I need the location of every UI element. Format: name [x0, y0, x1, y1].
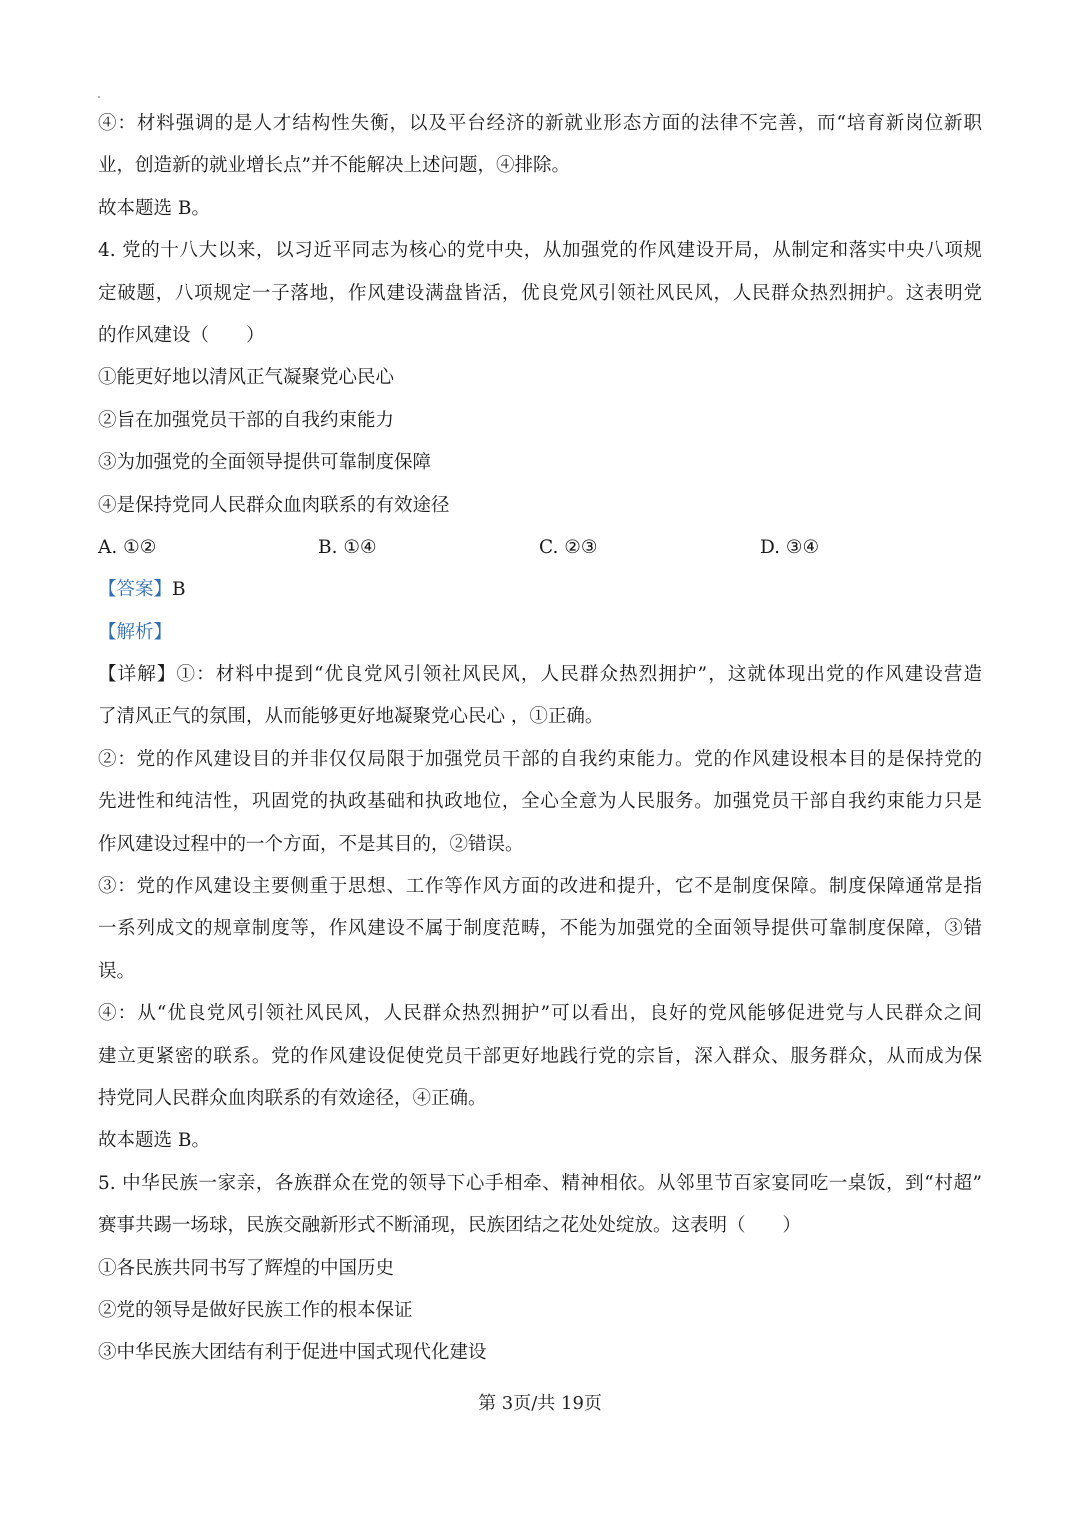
answer-line	[98, 569, 982, 611]
answer-tag: 【答案】	[98, 579, 173, 601]
answer-options	[98, 527, 982, 569]
statement-item: ①各民族共同书写了辉煌的中国历史	[98, 1257, 395, 1279]
paragraph-line: 故本题选 B。	[98, 197, 210, 219]
statement-item: ③中华民族大团结有利于促进中国式现代化建设	[98, 1342, 487, 1364]
question-4-line: 定破题，八项规定一子落地，作风建设满盘皆活，优良党风引领社风民风，人民群众热烈拥护。这表明党	[98, 282, 982, 304]
detail-line: 作风建设过程中的一个方面，不是其目的，②错误。	[98, 833, 524, 855]
question-5-line: 5. 中华民族一家亲，各族群众在党的领导下心手相牵、精神相依。从邻里节百家宴同吃一桌饭，到“村超”	[98, 1172, 982, 1194]
detail-line: 了清风正气的氛围，从而能够更好地凝聚党心民心 ，①正确。	[98, 706, 604, 728]
option-d: D. ③④	[760, 536, 820, 558]
detail-line: 先进性和纯洁性，巩固党的执政基础和执政地位，全心全意为人民服务。加强党员干部自我约束能力只是	[98, 791, 982, 813]
statement-item: ③为加强党的全面领导提供可靠制度保障	[98, 452, 432, 474]
detail-line: ③：党的作风建设主要侧重于思想、工作等作风方面的改进和提升，它不是制度保障。制度保障通常是指	[98, 876, 982, 898]
option-b: B. ①④	[318, 536, 377, 558]
statement-item: ②旨在加强党员干部的自我约束能力	[98, 409, 395, 431]
paragraph-line: 业，创造新的就业增长点”并不能解决上述问题，④排除。	[98, 155, 570, 177]
analysis-tag: 【解析】	[98, 621, 173, 643]
paragraph-line: ④：材料强调的是人才结构性失衡，以及平台经济的新就业形态方面的法律不完善，而“培育新岗位新职	[98, 113, 982, 134]
question-4-line: 的作风建设（ ）	[98, 324, 265, 346]
detail-line: ④：从“优良党风引领社风民风，人民群众热烈拥护”可以看出，良好的党风能够促进党与人民群众之间	[98, 1003, 982, 1025]
statement-item: ①能更好地以清风正气凝聚党心民心	[98, 367, 395, 389]
detail-line: 【详解】①：材料中提到“优良党风引领社风民风，人民群众热烈拥护”，这就体现出党的作风建设营造	[98, 664, 982, 686]
detail-line: 故本题选 B。	[98, 1130, 210, 1152]
detail-line: 建立更紧密的联系。党的作风建设促使党员干部更好地践行党的宗旨，深入群众、服务群众，从而成为保	[98, 1045, 982, 1067]
page-footer: 第 3页/共 19页	[478, 1393, 602, 1414]
question-4-line: 4. 党的十八大以来，以习近平同志为核心的党中央，从加强党的作风建设开局，从制定和落实中央八项规	[98, 240, 982, 262]
option-c: C. ②③	[539, 536, 598, 558]
statement-item: ④是保持党同人民群众血肉联系的有效途径	[98, 494, 450, 516]
detail-line: 持党同人民群众血肉联系的有效途径，④正确。	[98, 1087, 487, 1109]
statement-item: ②党的领导是做好民族工作的根本保证	[98, 1299, 413, 1321]
scan-dot	[98, 96, 100, 98]
page-content	[98, 103, 982, 1375]
option-a: A. ①②	[98, 536, 157, 558]
detail-line: 一系列成文的规章制度等，作风建设不属于制度范畴，不能为加强党的全面领导提供可靠制度保障，③错	[98, 918, 982, 940]
question-5-line: 赛事共踢一场球，民族交融新形式不断涌现，民族团结之花处处绽放。这表明（ ）	[98, 1215, 802, 1237]
detail-line: 误。	[98, 960, 136, 982]
answer-value: B	[172, 579, 186, 601]
detail-line: ②：党的作风建设目的并非仅仅局限于加强党员干部的自我约束能力。党的作风建设根本目的是保持党的	[98, 748, 982, 770]
